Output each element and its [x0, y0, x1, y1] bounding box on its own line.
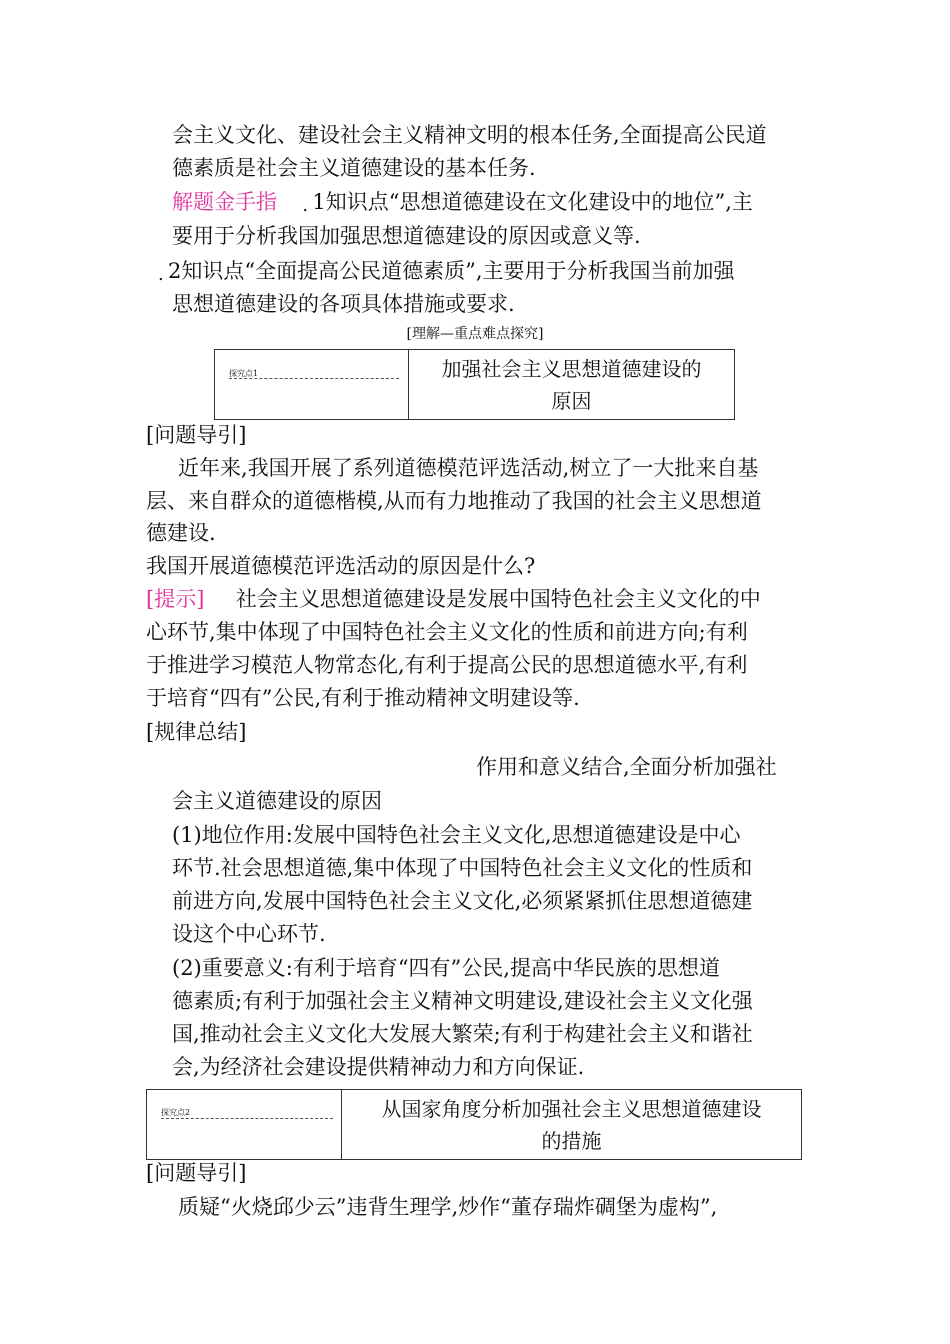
tip-2-line-1 [168, 256, 735, 286]
q1-paragraph-line-3: 德建设. [146, 521, 216, 545]
explore-point-2-title-line-2: 的措施 [541, 1128, 602, 1153]
question-guide-heading-2: [问题导引] [146, 1161, 247, 1185]
explore-point-2-tag: 探究点2 [161, 1108, 191, 1117]
summary-p1-line-2: 环节.社会思想道德,集中体现了中国特色社会主义文化的性质和 [172, 856, 753, 880]
explore-point-1-title [409, 350, 734, 419]
hint-label: [提示] [146, 587, 205, 611]
tip-label: 解题金手指 [172, 190, 277, 214]
hint-line-1 [146, 584, 761, 614]
q1-paragraph-line-2: 层、来自群众的道德楷模,从而有力地推动了我国的社会主义思想道 [146, 489, 762, 513]
summary-p2-line-3: 国,推动社会主义文化大发展大繁荣;有利于构建社会主义和谐社 [172, 1022, 753, 1046]
summary-line-1: 作用和意义结合,全面分析加强社 [476, 755, 777, 779]
tip-1-text: . 1知识点“思想道德建设在文化建设中的地位”,主 [312, 187, 753, 217]
section-caption: [理解—重点难点探究] [406, 326, 544, 342]
summary-p1-line-1: (1)地位作用:发展中国特色社会主义文化,思想道德建设是中心 [172, 823, 741, 847]
hint-text-1: 社会主义思想道德建设是发展中国特色社会主义文化的中 [235, 587, 761, 611]
explore-point-1-tag: 探究点1 [229, 369, 259, 378]
tag-underline [161, 1118, 333, 1119]
tip-1-line-2: 要用于分析我国加强思想道德建设的原因或意义等. [172, 224, 641, 248]
q1-paragraph-line-1: 近年来,我国开展了系列道德模范评选活动,树立了一大批来自基 [178, 456, 759, 480]
explore-point-2-title-line-1: 从国家角度分析加强社会主义思想道德建设 [381, 1096, 762, 1121]
explore-point-1-tag-cell [215, 350, 409, 419]
explore-point-1-title-line-1: 加强社会主义思想道德建设的 [441, 356, 702, 381]
explore-point-2-tag-cell [147, 1090, 342, 1159]
explore-point-1-box [214, 349, 735, 420]
summary-heading: [规律总结] [146, 720, 247, 744]
question-guide-heading-1: [问题导引] [146, 423, 247, 447]
q2-paragraph-line-1: 质疑“火烧邱少云”违背生理学,炒作“董存瑞炸碉堡为虚构”, [178, 1195, 718, 1219]
summary-p1-line-3: 前进方向,发展中国特色社会主义文化,必须紧紧抓住思想道德建 [172, 889, 753, 913]
tip-2-line-2: 思想道德建设的各项具体措施或要求. [172, 292, 515, 316]
summary-line-2: 会主义道德建设的原因 [172, 789, 382, 813]
q1-question: 我国开展道德模范评选活动的原因是什么? [146, 554, 536, 578]
hint-line-3: 于推进学习模范人物常态化,有利于提高公民的思想道德水平,有利 [146, 653, 748, 677]
hint-line-2: 心环节,集中体现了中国特色社会主义文化的性质和前进方向;有利 [146, 620, 748, 644]
intro-line-1: 会主义文化、建设社会主义精神文明的根本任务,全面提高公民道 [172, 123, 767, 147]
summary-p2-line-1: (2)重要意义:有利于培育“四有”公民,提高中华民族的思想道 [172, 956, 720, 980]
tip-1-line-1 [172, 187, 753, 217]
summary-p1-line-4: 设这个中心环节. [172, 922, 326, 946]
tip-2-text: . 2知识点“全面提高公民道德素质”,主要用于分析我国当前加强 [168, 256, 735, 286]
tag-underline [229, 378, 399, 379]
explore-point-2-box [146, 1089, 802, 1160]
summary-p2-line-2: 德素质;有利于加强社会主义精神文明建设,建设社会主义文化强 [172, 989, 753, 1013]
explore-point-2-title [342, 1090, 801, 1159]
hint-line-4: 于培育“四有”公民,有利于推动精神文明建设等. [146, 686, 580, 710]
summary-p2-line-4: 会,为经济社会建设提供精神动力和方向保证. [172, 1055, 585, 1079]
intro-line-2: 德素质是社会主义道德建设的基本任务. [172, 156, 536, 180]
explore-point-1-title-line-2: 原因 [551, 388, 592, 413]
